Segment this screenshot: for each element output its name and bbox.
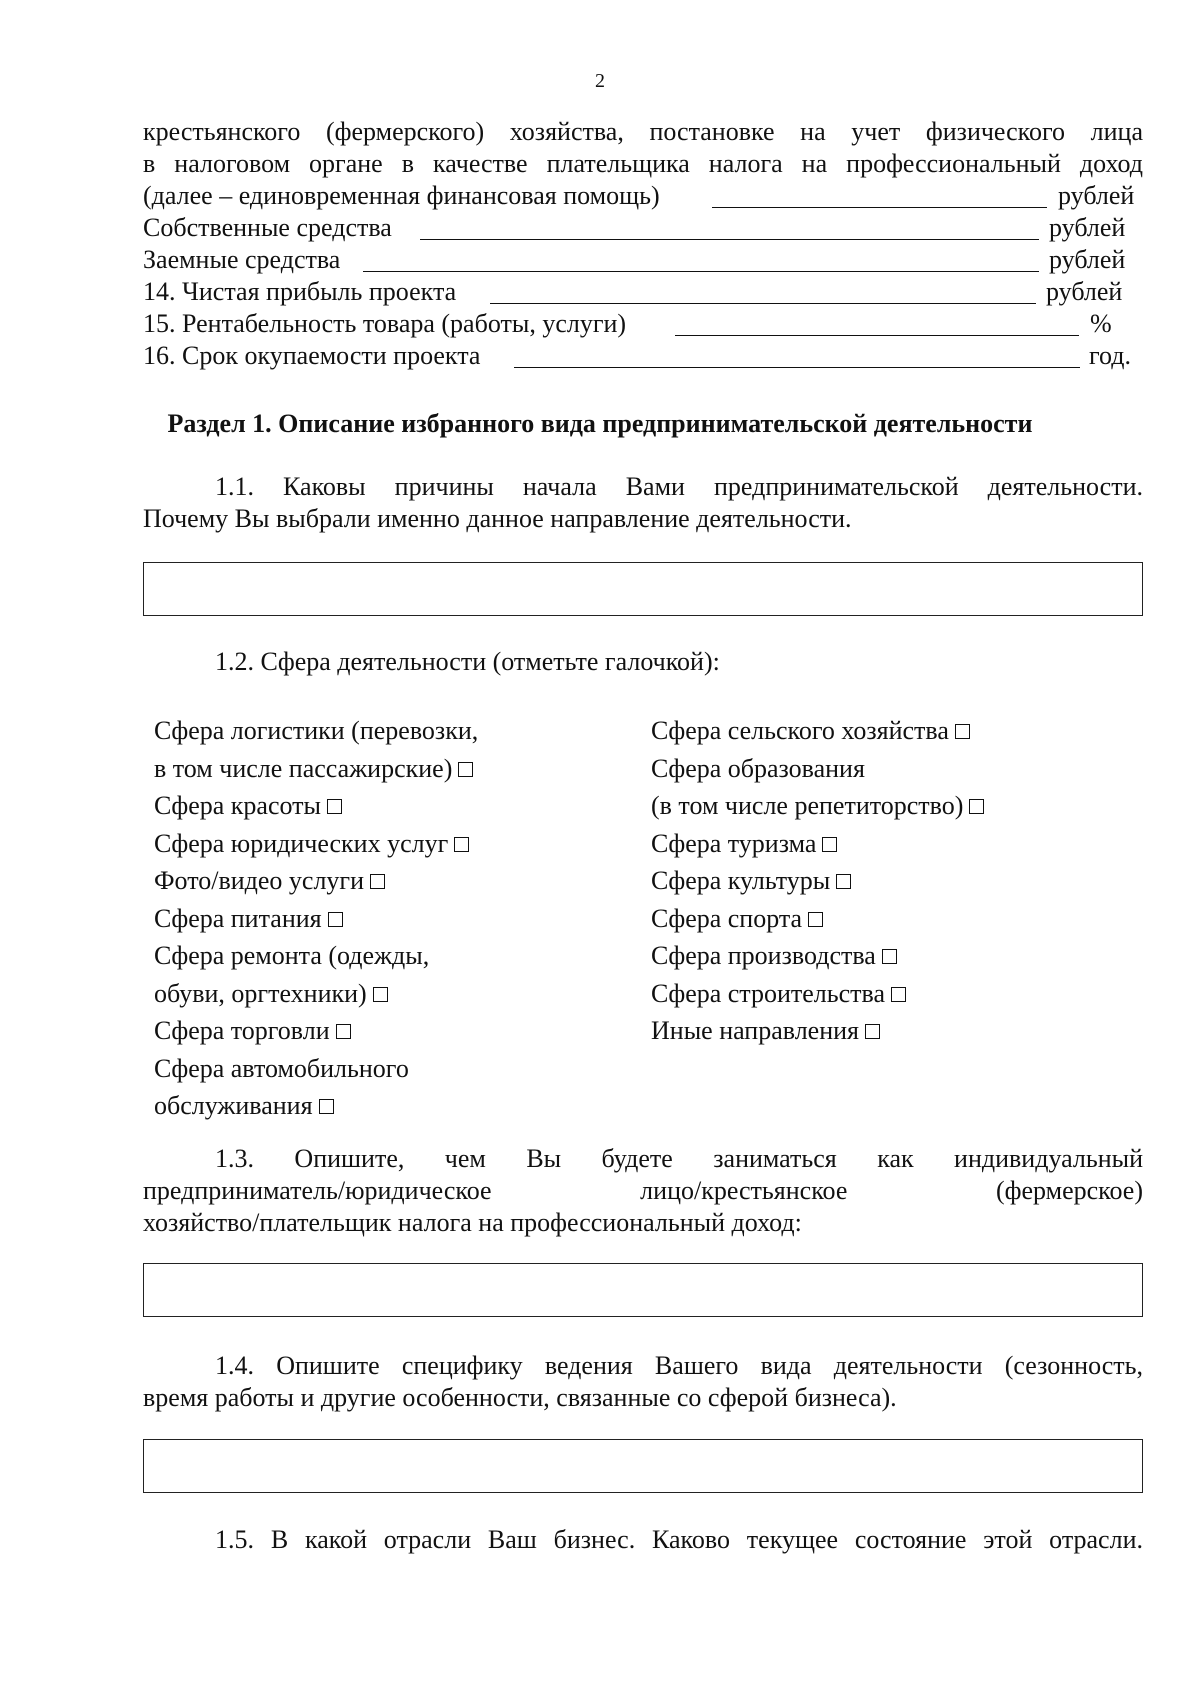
one-time-aid-amount-line[interactable]: [712, 207, 1047, 208]
question-1-3-line-3: хозяйство/плательщик налога на профессиональный доход:: [143, 1208, 802, 1237]
payback-period-value-line[interactable]: [514, 367, 1080, 368]
answer-box-1-4[interactable]: [143, 1439, 1143, 1493]
question-1-2: 1.2. Сфера деятельности (отметьте галочкой):: [215, 647, 720, 676]
question-1-1-line-1: 1.1. Каковы причины начала Вами предпринимательской деятельности.: [215, 472, 1143, 501]
sphere-auto-line-1: Сфера автомобильного: [154, 1053, 409, 1083]
checkbox-beauty[interactable]: [327, 799, 342, 814]
checkbox-photo-video[interactable]: [370, 874, 385, 889]
checkbox-trade[interactable]: [336, 1024, 351, 1039]
sphere-logistics-option: в том числе пассажирские): [154, 750, 478, 788]
question-1-5-line-1: 1.5. В какой отрасли Ваш бизнес. Каково текущее состояние этой отрасли.: [215, 1525, 1143, 1554]
sphere-agriculture-option: Сфера сельского хозяйства: [651, 712, 984, 750]
sphere-legal-option: Сфера юридических услуг: [154, 825, 478, 863]
checkbox-culture[interactable]: [836, 874, 851, 889]
own-funds-amount-line[interactable]: [420, 239, 1039, 240]
sphere-photo-video-option: Фото/видео услуги: [154, 862, 478, 900]
sphere-construction-option: Сфера строительства: [651, 975, 984, 1013]
sphere-tourism-option: Сфера туризма: [651, 825, 984, 863]
payback-period-label: 16. Срок окупаемости проекта: [143, 341, 481, 370]
checkbox-catering[interactable]: [328, 912, 343, 927]
sphere-catering-option: Сфера питания: [154, 900, 478, 938]
sphere-repair-option: обуви, оргтехники): [154, 975, 478, 1013]
sphere-sport-option: Сфера спорта: [651, 900, 984, 938]
question-1-4-line-2: время работы и другие особенности, связанные со сферой бизнеса).: [143, 1383, 897, 1412]
profitability-label: 15. Рентабельность товара (работы, услуги): [143, 309, 627, 338]
spheres-right-column: [651, 712, 984, 1050]
sphere-trade-option: Сфера торговли: [154, 1012, 478, 1050]
checkbox-construction[interactable]: [891, 987, 906, 1002]
borrowed-funds-amount-line[interactable]: [363, 271, 1039, 272]
checkbox-logistics[interactable]: [458, 762, 473, 777]
sphere-logistics-line-1: Сфера логистики (перевозки,: [154, 716, 479, 745]
checkbox-tourism[interactable]: [822, 837, 837, 852]
checkbox-sport[interactable]: [808, 912, 823, 927]
answer-box-1-3[interactable]: [143, 1263, 1143, 1317]
checkbox-manufacturing[interactable]: [882, 949, 897, 964]
unit-rubles-aid: рублей: [1058, 181, 1135, 210]
page-number: 2: [595, 70, 605, 92]
unit-rubles-own: рублей: [1049, 213, 1126, 242]
intro-line-1: крестьянского (фермерского) хозяйства, постановке на учет физического лица: [143, 117, 1143, 146]
checkbox-other[interactable]: [865, 1024, 880, 1039]
checkbox-agriculture[interactable]: [955, 724, 970, 739]
question-1-3-line-1: 1.3. Опишите, чем Вы будете заниматься как индивидуальный: [215, 1144, 1143, 1173]
intro-line-3: (далее – единовременная финансовая помощь): [143, 181, 660, 210]
checkbox-repair[interactable]: [373, 987, 388, 1002]
question-1-3-line-2: предприниматель/юридическое лицо/крестьянское (фермерское): [143, 1176, 1143, 1205]
unit-year: год.: [1089, 341, 1131, 370]
net-profit-label: 14. Чистая прибыль проекта: [143, 277, 457, 306]
unit-rubles-borrowed: рублей: [1049, 245, 1126, 274]
sphere-auto-option: обслуживания: [154, 1087, 478, 1125]
unit-rubles-profit: рублей: [1046, 277, 1123, 306]
spheres-left-column: [154, 712, 478, 1125]
sphere-beauty-option: Сфера красоты: [154, 787, 478, 825]
checkbox-auto-service[interactable]: [319, 1099, 334, 1114]
question-1-4-line-1: 1.4. Опишите специфику ведения Вашего вида деятельности (сезонность,: [215, 1351, 1143, 1380]
own-funds-label: Собственные средства: [143, 213, 392, 242]
sphere-other-option: Иные направления: [651, 1012, 984, 1050]
answer-box-1-1[interactable]: [143, 562, 1143, 616]
sphere-manufacturing-option: Сфера производства: [651, 937, 984, 975]
profitability-value-line[interactable]: [675, 335, 1079, 336]
question-1-1-line-2: Почему Вы выбрали именно данное направление деятельности.: [143, 504, 852, 533]
sphere-culture-option: Сфера культуры: [651, 862, 984, 900]
section-title: Раздел 1. Описание избранного вида предпринимательской деятельности: [167, 409, 1033, 438]
checkbox-education[interactable]: [969, 799, 984, 814]
checkbox-legal[interactable]: [454, 837, 469, 852]
borrowed-funds-label: Заемные средства: [143, 245, 341, 274]
unit-percent: %: [1090, 309, 1112, 338]
sphere-education-line-1: Сфера образования: [651, 753, 865, 783]
sphere-repair-line-1: Сфера ремонта (одежды,: [154, 941, 430, 970]
net-profit-amount-line[interactable]: [490, 303, 1036, 304]
sphere-education-option: (в том числе репетиторство): [651, 787, 984, 825]
intro-line-2: в налоговом органе в качестве плательщика налога на профессиональный доход: [143, 149, 1143, 178]
